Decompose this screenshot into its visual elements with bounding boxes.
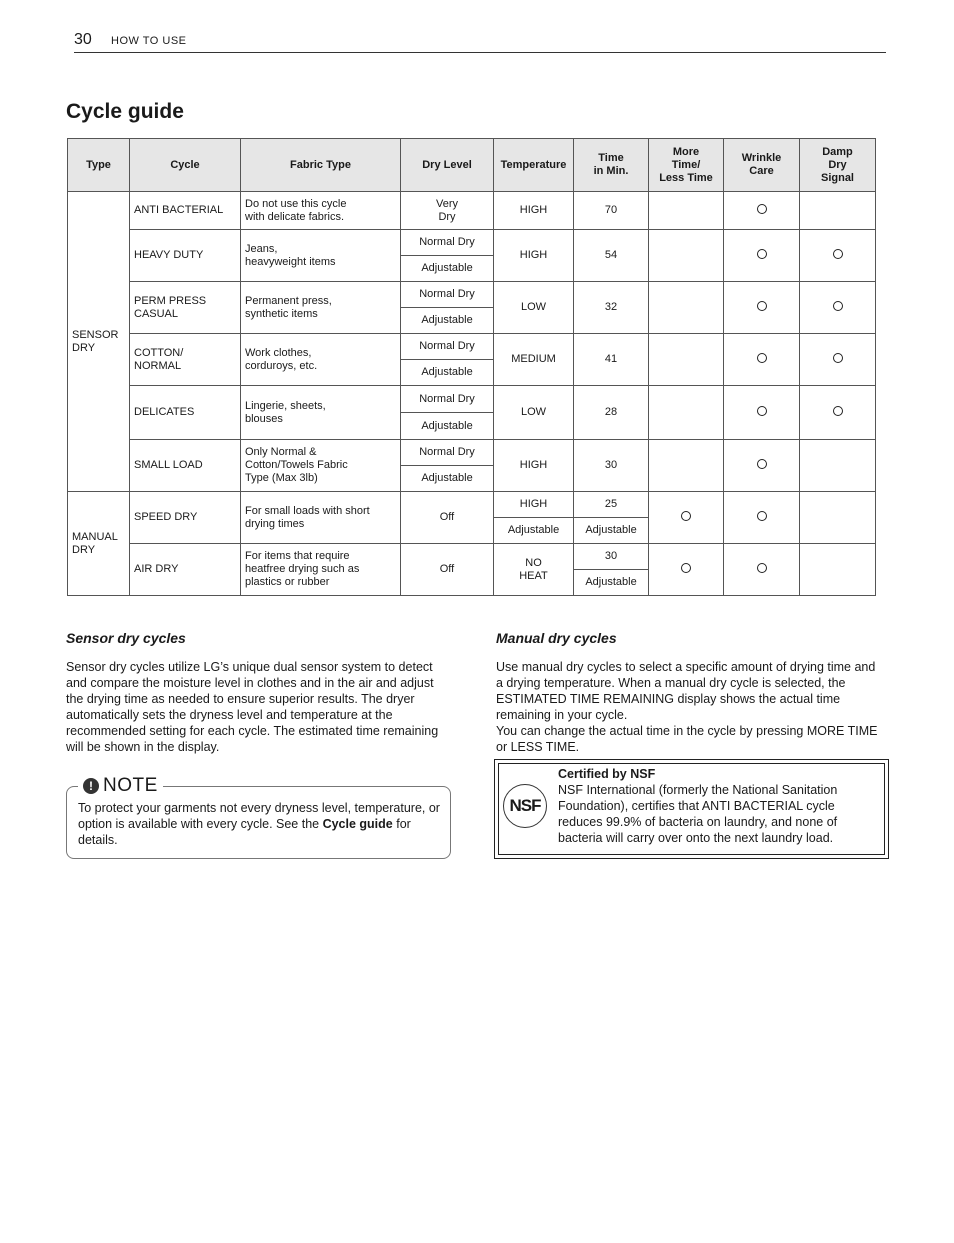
header-time: Time in Min.	[574, 139, 649, 192]
dry-level: Adjustable	[401, 466, 494, 492]
circle-icon	[757, 511, 767, 521]
header-cycle: Cycle	[130, 139, 241, 192]
manual-dry-title: Manual dry cycles	[496, 630, 617, 646]
wrinkle-care	[724, 282, 800, 334]
circle-icon	[833, 406, 843, 416]
circle-icon	[757, 301, 767, 311]
sensor-dry-title: Sensor dry cycles	[66, 630, 186, 646]
cycle-name: SPEED DRY	[130, 492, 241, 544]
table-header-row	[68, 139, 876, 192]
manual-dry-body-2: You can change the actual time in the cycle by pressing MORE TIME or LESS TIME.	[496, 724, 878, 754]
fabric-type: Permanent press, synthetic items	[241, 282, 401, 334]
temperature: HIGH	[494, 192, 574, 230]
fabric-type: Only Normal & Cotton/Towels Fabric Type (Max 3lb)	[241, 440, 401, 492]
dry-level: Very Dry	[401, 192, 494, 230]
note-text: To protect your garments not every dryness level, temperature, or option is available with every cycle. See the	[78, 801, 440, 831]
dry-level: Normal Dry	[401, 440, 494, 466]
damp-dry-signal	[800, 386, 876, 440]
section-name: HOW TO USE	[111, 35, 187, 47]
page-title: Cycle guide	[66, 100, 184, 123]
time: 54	[574, 230, 649, 282]
page-number: 30	[74, 31, 92, 48]
time: Adjustable	[574, 570, 649, 596]
dry-level: Off	[401, 492, 494, 544]
cycle-name: COTTON/ NORMAL	[130, 334, 241, 386]
more-less-time	[649, 440, 724, 492]
circle-icon	[757, 563, 767, 573]
fabric-type: Do not use this cycle with delicate fabrics.	[241, 192, 401, 230]
manual-dry-body	[496, 659, 880, 755]
circle-icon	[833, 249, 843, 259]
damp-dry-signal	[800, 440, 876, 492]
dry-level: Normal Dry	[401, 282, 494, 308]
manual-dry-body-1: Use manual dry cycles to select a specific amount of drying time and a drying temperature. When a manual dry cycle is selected, the ESTIMATED TIME REMAINING display shows the actual time remaining in your cycle.	[496, 660, 876, 722]
more-less-time	[649, 386, 724, 440]
nsf-body: NSF International (formerly the National Sanitation Foundation), certifies that ANTI BACTERIAL cycle reduces 99.9% of bacteria on laundry, and none of bacteria will carry over onto the next laundry load.	[558, 783, 838, 845]
cycle-name: PERM PRESS CASUAL	[130, 282, 241, 334]
circle-icon	[681, 511, 691, 521]
cycle-name: DELICATES	[130, 386, 241, 440]
circle-icon	[757, 406, 767, 416]
wrinkle-care	[724, 544, 800, 596]
circle-icon	[757, 204, 767, 214]
damp-dry-signal	[800, 230, 876, 282]
wrinkle-care	[724, 334, 800, 386]
temperature: HIGH	[494, 230, 574, 282]
time: 30	[574, 544, 649, 570]
damp-dry-signal	[800, 334, 876, 386]
temperature: Adjustable	[494, 518, 574, 544]
time: 25	[574, 492, 649, 518]
note-body	[78, 800, 448, 848]
time: Adjustable	[574, 518, 649, 544]
header-damp-dry-signal: Damp Dry Signal	[800, 139, 876, 192]
sensor-dry-body: Sensor dry cycles utilize LG’s unique dual sensor system to detect and compare the moisture level in clothes and in the air and adjust the drying time as needed to ensure superior results. The dryer automatically sets the dryness level and temperature at the recommended setting for each cycle. The estimated time remaining will be shown in the display.	[66, 660, 439, 754]
header-more-less-time: More Time/ Less Time	[649, 139, 724, 192]
wrinkle-care	[724, 492, 800, 544]
table-row	[68, 230, 876, 256]
table-row	[68, 386, 876, 413]
table-row	[68, 440, 876, 466]
table-row	[68, 492, 876, 518]
note-title: NOTE	[103, 775, 158, 796]
time: 28	[574, 386, 649, 440]
table-row	[68, 282, 876, 308]
cycle-name: ANTI BACTERIAL	[130, 192, 241, 230]
dry-level: Normal Dry	[401, 386, 494, 413]
table-row	[68, 334, 876, 360]
circle-icon	[757, 459, 767, 469]
header-fabric-type: Fabric Type	[241, 139, 401, 192]
temperature: NO HEAT	[494, 544, 574, 596]
nsf-logo-text: NSF	[509, 796, 541, 815]
temperature: LOW	[494, 386, 574, 440]
temperature: HIGH	[494, 492, 574, 518]
more-less-time	[649, 544, 724, 596]
cycle-guide-reference: Cycle guide	[322, 817, 393, 831]
time: 32	[574, 282, 649, 334]
temperature: LOW	[494, 282, 574, 334]
nsf-logo-icon	[503, 784, 547, 828]
time: 30	[574, 440, 649, 492]
circle-icon	[833, 353, 843, 363]
dry-level: Adjustable	[401, 308, 494, 334]
header-wrinkle-care: Wrinkle Care	[724, 139, 800, 192]
type-sensor-dry: SENSOR DRY	[68, 192, 130, 492]
circle-icon	[681, 563, 691, 573]
cycle-name: HEAVY DUTY	[130, 230, 241, 282]
damp-dry-signal	[800, 282, 876, 334]
circle-icon	[833, 301, 843, 311]
table-row	[68, 192, 876, 230]
cycle-guide-table	[67, 138, 876, 596]
damp-dry-signal	[800, 544, 876, 596]
more-less-time	[649, 492, 724, 544]
fabric-type: Work clothes, corduroys, etc.	[241, 334, 401, 386]
time: 70	[574, 192, 649, 230]
dry-level: Adjustable	[401, 360, 494, 386]
header-temperature: Temperature	[494, 139, 574, 192]
wrinkle-care	[724, 386, 800, 440]
more-less-time	[649, 192, 724, 230]
header-dry-level: Dry Level	[401, 139, 494, 192]
time: 41	[574, 334, 649, 386]
cycle-name: AIR DRY	[130, 544, 241, 596]
temperature: HIGH	[494, 440, 574, 492]
table-row	[68, 544, 876, 570]
wrinkle-care	[724, 230, 800, 282]
fabric-type: For items that require heatfree drying such as plastics or rubber	[241, 544, 401, 596]
more-less-time	[649, 282, 724, 334]
damp-dry-signal	[800, 192, 876, 230]
more-less-time	[649, 334, 724, 386]
nsf-title: Certified by NSF	[558, 767, 656, 781]
dry-level: Adjustable	[401, 256, 494, 282]
dry-level: Normal Dry	[401, 334, 494, 360]
fabric-type: Lingerie, sheets, blouses	[241, 386, 401, 440]
fabric-type: For small loads with short drying times	[241, 492, 401, 544]
dry-level: Adjustable	[401, 413, 494, 440]
dry-level: Normal Dry	[401, 230, 494, 256]
more-less-time	[649, 230, 724, 282]
type-manual-dry: MANUAL DRY	[68, 492, 130, 596]
circle-icon	[757, 353, 767, 363]
temperature: MEDIUM	[494, 334, 574, 386]
cycle-name: SMALL LOAD	[130, 440, 241, 492]
circle-icon	[757, 249, 767, 259]
dry-level: Off	[401, 544, 494, 596]
header-type: Type	[68, 139, 130, 192]
wrinkle-care	[724, 192, 800, 230]
note-label	[78, 775, 163, 797]
damp-dry-signal	[800, 492, 876, 544]
exclamation-icon: !	[83, 778, 99, 794]
wrinkle-care	[724, 440, 800, 492]
note-text-end: for details.	[78, 817, 411, 847]
page-header	[74, 30, 886, 53]
fabric-type: Jeans, heavyweight items	[241, 230, 401, 282]
